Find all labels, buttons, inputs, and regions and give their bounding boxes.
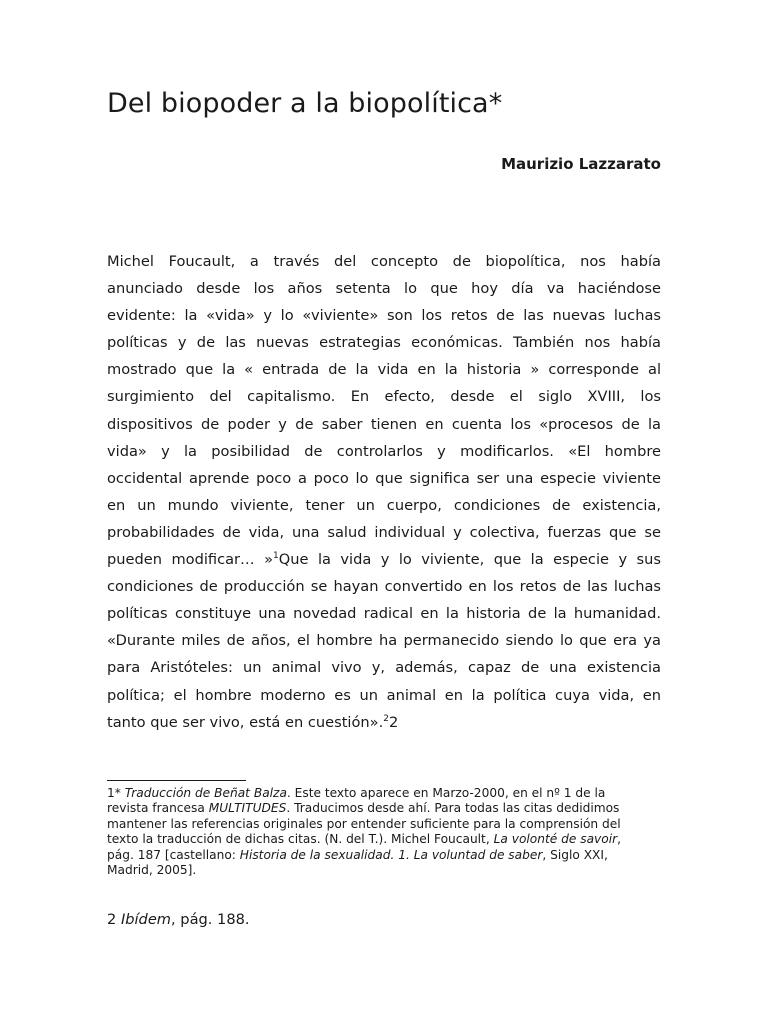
body-line: occidental aprende poco a poco lo que significa ser una especie viviente <box>107 469 661 487</box>
body-line: condiciones de producción se hayan convertido en los retos de las luchas <box>107 578 661 596</box>
body-line: probabilidades de vida, una salud individual y colectiva, fuerzas que se <box>107 523 661 541</box>
footnote-line <box>107 786 647 801</box>
body-line: dispositivos de poder y de saber tienen en cuenta los «procesos de la <box>107 415 661 433</box>
footnote-text: , Siglo XXI, <box>542 847 608 862</box>
footnote-italic: Ibídem <box>120 911 172 928</box>
body-line: anunciado desde los años setenta lo que hoy día va haciéndose <box>107 280 661 298</box>
footnote-text: , pág. 188. <box>171 911 250 928</box>
footnote-ref-1[interactable]: 1 <box>273 551 279 562</box>
body-line: en un mundo viviente, tener un cuerpo, condiciones de existencia, <box>107 496 661 514</box>
footnote-line: Madrid, 2005]. <box>107 863 197 878</box>
body-text-segment: tanto que ser vivo, está en cuestión». <box>107 713 384 731</box>
article-title: Del biopoder a la biopolítica* <box>107 88 503 119</box>
footnote-line <box>107 832 647 847</box>
body-paragraph <box>107 248 661 736</box>
footnote-1 <box>107 786 647 878</box>
body-line: vida» y la posibilidad de controlarlos y modificarlos. «El hombre <box>107 442 661 460</box>
body-line: política; el hombre moderno es un animal en la política cuya vida, en <box>107 686 661 704</box>
footnote-text: . Traducimos desde ahí. Para todas las citas dedidimos <box>286 801 620 816</box>
author-name: Maurizio Lazzarato <box>501 155 661 173</box>
body-text-segment: Que la vida y lo viviente, que la especie y sus <box>278 551 661 569</box>
footnote-italic: Historia de la sexualidad. 1. La voluntad de saber <box>239 847 543 862</box>
footnote-line <box>107 848 647 863</box>
body-line: políticas constituye una novedad radical en la historia de la humanidad. <box>107 605 661 623</box>
body-line: para Aristóteles: un animal vivo y, además, capaz de una existencia <box>107 659 661 677</box>
body-line: políticas y de las nuevas estrategias económicas. También nos había <box>107 334 661 352</box>
body-text-segment: pueden modificar… » <box>107 551 274 569</box>
body-line: mostrado que la « entrada de la vida en la historia » corresponde al <box>107 361 661 379</box>
body-line: «Durante miles de años, el hombre ha permanecido siendo lo que era ya <box>107 632 661 650</box>
body-line <box>107 546 661 573</box>
body-line: evidente: la «vida» y lo «viviente» son los retos de las nuevas luchas <box>107 307 661 325</box>
footnote-2 <box>107 911 250 928</box>
footnote-text: . Este texto aparece en Marzo-2000, en el nº 1 de la <box>286 786 606 800</box>
footnote-text: pág. 187 [castellano: <box>107 847 240 862</box>
footnote-text: , <box>617 832 621 847</box>
footnote-separator <box>107 780 246 781</box>
footnote-marker: 1* <box>107 786 121 800</box>
footnote-italic: Traducción de Beñat Balza <box>124 786 287 800</box>
footnote-number: 2 <box>107 911 117 928</box>
body-line: Michel Foucault, a través del concepto de biopolítica, nos había <box>107 253 661 270</box>
footnote-ref-2[interactable]: 2 <box>383 713 389 724</box>
footnote-text: revista francesa <box>107 801 209 816</box>
footnote-italic: La volonté de savoir <box>493 832 618 847</box>
footnote-text: texto la traducción de dichas citas. (N. del T.). Michel Foucault, <box>107 832 494 847</box>
body-line <box>107 709 661 736</box>
body-text-segment: 2 <box>388 713 399 731</box>
footnote-italic: MULTITUDES <box>208 801 287 816</box>
footnote-line <box>107 801 647 816</box>
body-line: surgimiento del capitalismo. En efecto, desde el siglo XVIII, los <box>107 388 661 406</box>
footnote-line: mantener las referencias originales por entender suficiente para la comprensión del <box>107 816 621 831</box>
